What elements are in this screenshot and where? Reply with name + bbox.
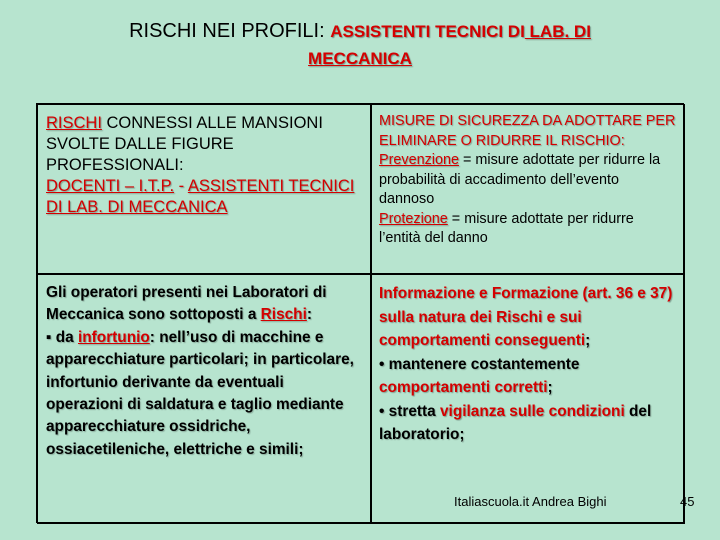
info-formazione: Informazione e Formazione (art. 36 e 37) sulla natura dei Rischi e sui comportamenti conseguenti	[379, 285, 673, 349]
cell-risks-heading	[37, 104, 371, 274]
assistenti-tecnici: ASSISTENTI TECNICI DI LAB. DI MECCANICA	[46, 177, 355, 216]
title-prefix: RISCHI NEI PROFILI:	[129, 20, 331, 42]
prevenzione-term: Prevenzione	[379, 152, 459, 168]
da-word: da	[51, 328, 78, 346]
bullet-dot-icon: •	[379, 355, 385, 373]
rischi-link: Rischi	[260, 306, 307, 324]
bullet-2-text: stretta	[384, 402, 440, 420]
content-table	[36, 103, 684, 523]
bullet-1-text: mantenere costantemente	[384, 355, 580, 373]
rischi-word: RISCHI	[46, 114, 102, 132]
colon: :	[306, 306, 312, 324]
square-bullet-icon: ▪	[46, 328, 52, 346]
cell-safety-measures	[371, 104, 685, 274]
prevenzione-definition: = misure adottate per ridurre la probabilità di accadimento dell’evento dannoso	[379, 152, 661, 207]
protezione-term: Protezione	[379, 210, 448, 227]
operators-intro: Gli operatori presenti nei Laboratori di Meccanica sono sottoposti a	[46, 284, 327, 324]
vigilanza-condizioni: vigilanza sulle condizioni	[440, 402, 625, 420]
comportamenti-corretti: comportamenti corretti	[379, 379, 548, 396]
infortunio-description: : nell’uso di macchine e apparecchiature particolari; in particolare, infortunio derivante da eventuali operazioni di saldatura e taglio mediante apparecchiature ossidriche, ossiacetileniche, elettriche e simili;	[46, 328, 354, 458]
dash-separator: -	[174, 177, 188, 195]
page-number: 45	[680, 494, 695, 509]
slide-title	[0, 18, 720, 72]
docenti-itp: DOCENTI – I.T.P.	[46, 177, 175, 195]
semicolon-1: ;	[585, 332, 591, 349]
title-meccanica: MECCANICA	[308, 49, 412, 68]
infortunio-word: infortunio	[77, 328, 150, 346]
cell-operators-risks	[37, 274, 371, 524]
protezione-definition: = misure adottate per ridurre l’entità del danno	[379, 210, 634, 246]
bullet-dot-icon: •	[379, 402, 385, 420]
title-highlight: ASSISTENTI TECNICI DI	[330, 22, 525, 41]
measures-heading: MISURE DI SICUREZZA DA ADOTTARE PER ELIMINARE O RIDURRE IL RISCHIO:	[379, 113, 676, 149]
risks-heading-text: CONNESSI ALLE MANSIONI SVOLTE DALLE FIGURE PROFESSIONALI:	[46, 114, 323, 174]
footer-credit: Italiascuola.it Andrea Bighi	[454, 494, 607, 509]
title-lab: LAB. DI	[524, 22, 591, 41]
cell-training	[371, 274, 685, 524]
semicolon-2: ;	[547, 379, 553, 396]
bullet-2-tail: del laboratorio;	[379, 402, 652, 443]
